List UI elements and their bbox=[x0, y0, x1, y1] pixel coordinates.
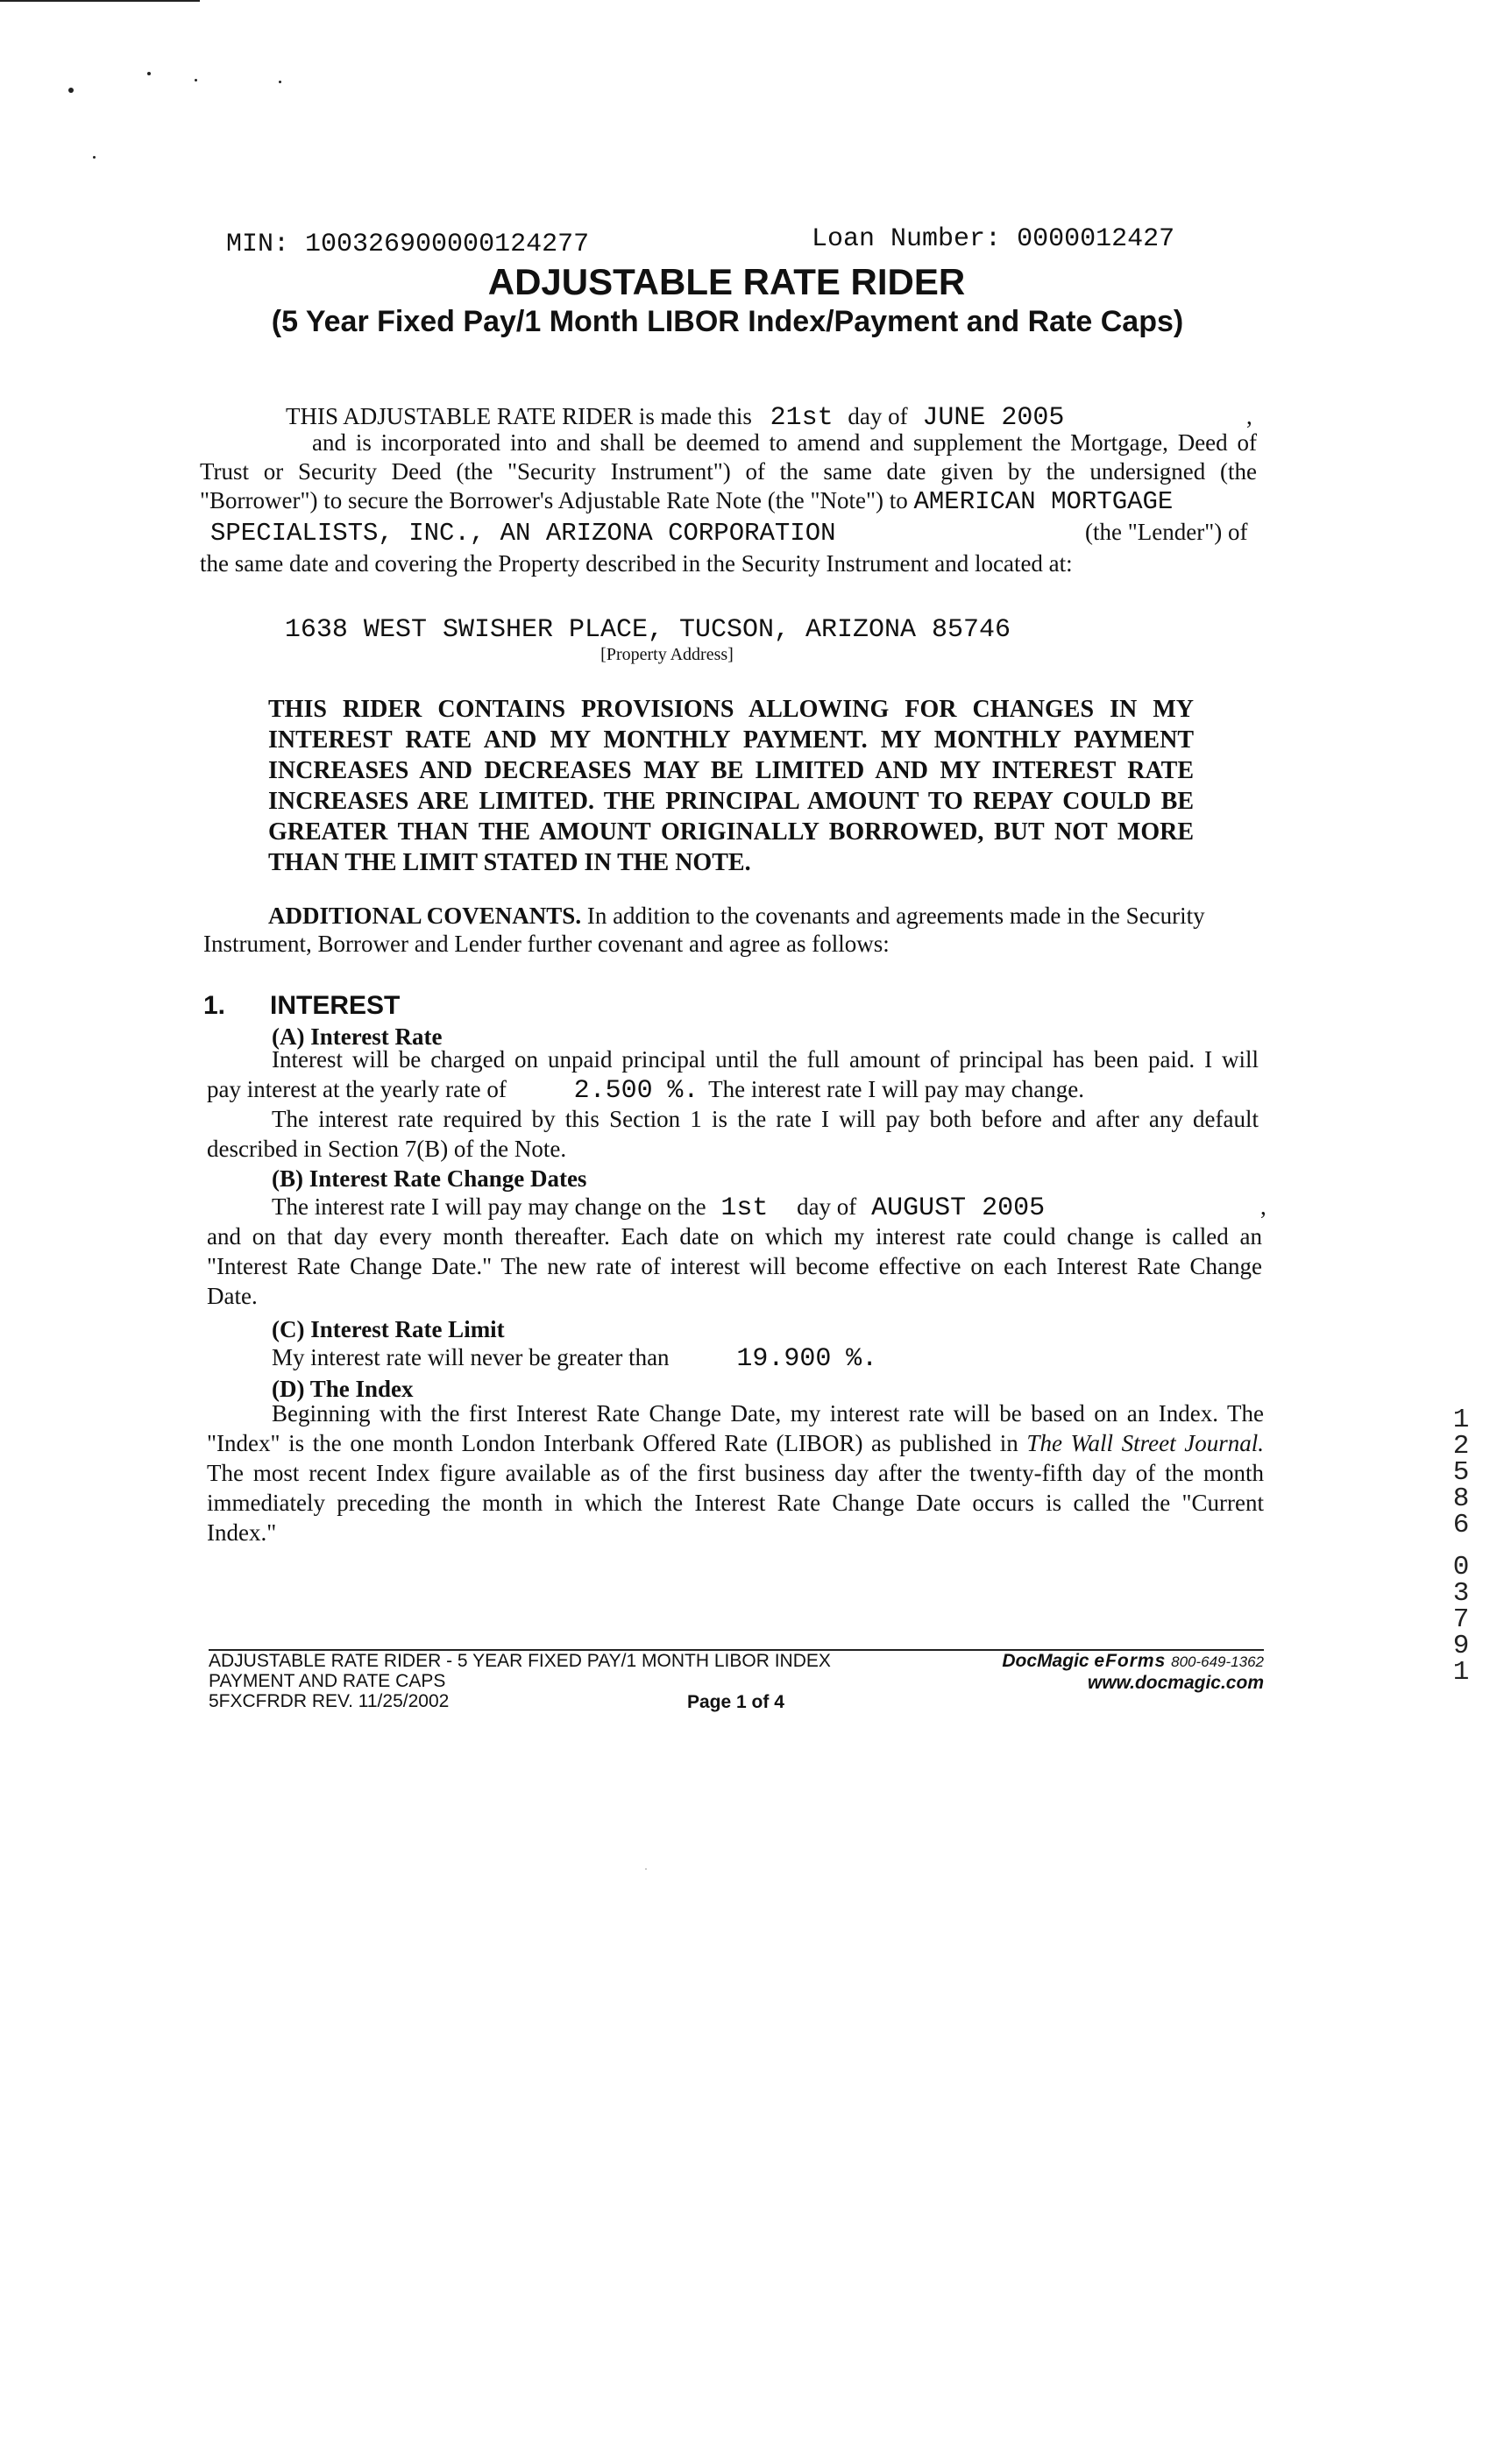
section-1a-line-3: The interest rate required by this Section 1 is the rate I will pay both before and after any default bbox=[272, 1106, 1259, 1132]
document-subtitle: (5 Year Fixed Pay/1 Month LIBOR Index/Payment and Rate Caps) bbox=[271, 305, 1184, 338]
lender-name-part-2: SPECIALISTS, INC., AN ARIZONA CORPORATION bbox=[210, 519, 836, 548]
section-1d-line-5: Index." bbox=[207, 1519, 277, 1546]
section-1b-line-4: Date. bbox=[207, 1283, 258, 1309]
rider-month-year: JUNE 2005 bbox=[922, 403, 1065, 433]
lender-name-part-1: AMERICAN MORTGAGE bbox=[913, 487, 1174, 516]
section-1b-heading: (B) Interest Rate Change Dates bbox=[272, 1165, 587, 1192]
section-1d-line-4: immediately preceding the month in which the Interest Rate Change Date occurs is called the "Current bbox=[207, 1490, 1264, 1516]
eforms-logo: eForms bbox=[1094, 1651, 1167, 1671]
intro-line-2: and is incorporated into and shall be deemed to amend and supplement the Mortgage, Deed of bbox=[312, 429, 1257, 456]
section-1a-line-4: described in Section 7(B) of the Note. bbox=[207, 1136, 567, 1162]
scan-speck bbox=[147, 72, 151, 75]
section-1b-line-3: "Interest Rate Change Date." The new rate of interest will become effective on each Interest Rate Change bbox=[207, 1253, 1262, 1279]
section-1d-line-1: Beginning with the first Interest Rate Change Date, my interest rate will be based on an Index. The bbox=[272, 1400, 1264, 1427]
section-1-heading: INTEREST bbox=[270, 991, 401, 1020]
intro-line-6: the same date and covering the Property described in the Security Instrument and located at: bbox=[200, 550, 1073, 577]
docmagic-logo: DocMagic bbox=[1002, 1651, 1089, 1671]
first-change-day: 1st bbox=[720, 1193, 769, 1223]
min-number: MIN: 100326900000124277 bbox=[226, 230, 590, 259]
footer-page-number: Page 1 of 4 bbox=[687, 1692, 784, 1712]
section-1-number: 1. bbox=[203, 991, 226, 1020]
footer-brand bbox=[885, 1651, 1264, 1694]
scan-speck bbox=[195, 79, 197, 81]
footer-website: www.docmagic.com bbox=[1087, 1673, 1264, 1693]
loan-number: Loan Number: 0000012427 bbox=[812, 224, 1175, 254]
section-1a-line-1: Interest will be charged on unpaid principal until the full amount of principal has been paid. I will bbox=[272, 1046, 1259, 1073]
section-1a-heading: (A) Interest Rate bbox=[272, 1023, 443, 1050]
rider-notice: THIS RIDER CONTAINS PROVISIONS ALLOWING FOR CHANGES IN MY INTEREST RATE AND MY MONTHLY PAYMENT. MY MONTHLY PAYMENT INCREASES AND DECREASES MAY BE LIMITED AND MY INTEREST RATE INCREASES ARE LIMITED. THE PRINCIPAL AMOUNT TO REPAY COULD BE GREATER THAN THE AMOUNT ORIGINALLY BORROWED, BUT NOT MORE THAN THE LIMIT STATED IN THE NOTE. bbox=[268, 696, 1194, 876]
journal-name: The Wall Street Journal. bbox=[1026, 1430, 1265, 1456]
scan-speck bbox=[645, 1868, 647, 1870]
initial-interest-rate: 2.500 bbox=[573, 1076, 653, 1106]
comma: , bbox=[1246, 403, 1252, 429]
section-1d-line-2: "Index" is the one month London Interbank Offered Rate (LIBOR) as published in The Wall Street Journal. bbox=[207, 1430, 1265, 1456]
section-1d-line-3: The most recent Index figure available as of the first business day after the twenty-fifth day of the month bbox=[207, 1460, 1264, 1486]
document-page: MIN: 100326900000124277 Loan Number: 0000012427 ADJUSTABLE RATE RIDER (5 Year Fixed Pay/1 Month LIBOR Index/Payment and Rate Caps) THIS ADJUSTABLE RATE RIDER is made this 21st day of JUNE 2005 , and is incorporated into and shall be deemed to amend and supplement the Mortgage, Deed of Trust or Security Deed (the "Security Instrument") of the same date given by the undersigned (the "Borrower") to secure the Borrower's Adjustable Rate Note (the "Note") to AMERICAN MORTGAGE SPECIALISTS, INC., AN ARIZONA CORPORATION (the "Lender") of the same date and covering the Property described in the Security Instrument and located at: 1638 WEST SWISHER PLACE, TUCSON, ARIZONA 85746 [Property Address] THIS RIDER CONTAINS PROVISIONS ALLOWING FOR CHANGES IN MY INTEREST RATE AND MY MONTHLY PAYMENT. MY MONTHLY PAYMENT INCREASES AND DECREASES MAY BE LIMITED AND MY INTEREST RATE INCREASES ARE LIMITED. THE PRINCIPAL AMOUNT TO REPAY COULD BE GREATER THAN THE AMOUNT ORIGINALLY BORROWED, BUT NOT MORE THAN THE LIMIT STATED IN THE NOTE. ADDITIONAL COVENANTS. In addition to the covenants and agreements made in the Security Instrument, Borrower and Lender further covenant and agree as follows: 1. INTEREST (A) Interest Rate Interest will be charged on unpaid principal until the full amount of principal has been paid. I will pay interest at the yearly rate of 2.500 %. The interest rate I will pay may change. The interest rate required by this Section 1 is the rate I will pay both before and after any default described in Section 7(B) of the Note. (B) Interest Rate Change Dates The interest rate I will pay may change on the 1st day of AUGUST 2005 , and on that day every month thereafter. Each date on which my interest rate could change is called an "Interest Rate Change Date." The new rate of interest will become effective on each Interest Rate Change Date. (C) Interest Rate Limit My interest rate will never be greater than 19.900 %. (D) The Index Beginning with the first Interest Rate Change Date, my interest rate will be based on an Index. The "Index" is the one month London Interbank Offered Rate (LIBOR) as published in The Wall Street Journal. The most recent Index figure available as of the first business day after the twenty-fifth day of the month immediately preceding the month in which the Interest Rate Change Date occurs is called the "Current Index." 1 2 5 8 6 0 3 7 9 1 ADJUSTABLE RATE RIDER - 5 YEAR FIXED PAY/1 MONTH LIBOR INDEX PAYMENT AND RATE CAPS 5FXCFRDR REV. 11/25/2002 Page 1 of 4 DocMagic eForms 800-649-1362 www.docmagic.com bbox=[0, 0, 1497, 2464]
scan-speck bbox=[279, 81, 281, 83]
scan-speck bbox=[93, 156, 96, 159]
intro-line-4: "Borrower") to secure the Borrower's Adjustable Rate Note (the "Note") to AMERICAN MORTGAGE bbox=[200, 487, 1174, 516]
rider-day: 21st bbox=[770, 403, 834, 433]
section-1a-line-2: pay interest at the yearly rate of 2.500 %. The interest rate I will pay may change. bbox=[207, 1076, 1084, 1106]
lender-label: (the "Lender") of bbox=[1085, 519, 1248, 545]
intro-line-3: Trust or Security Deed (the "Security Instrument") of the same date given by the undersigned (the bbox=[200, 458, 1257, 485]
document-title: ADJUSTABLE RATE RIDER bbox=[487, 261, 966, 302]
scan-speck bbox=[68, 88, 74, 93]
property-address-caption: [Property Address] bbox=[600, 645, 734, 664]
covenants-heading: ADDITIONAL COVENANTS. bbox=[268, 903, 582, 929]
footer-phone: 800-649-1362 bbox=[1171, 1653, 1264, 1670]
first-change-month-year: AUGUST 2005 bbox=[871, 1193, 1046, 1223]
section-1b-line-2: and on that day every month thereafter. Each date on which my interest rate could change is called an bbox=[207, 1223, 1262, 1250]
covenants-line-1: ADDITIONAL COVENANTS. In addition to the covenants and agreements made in the Security bbox=[268, 903, 1205, 929]
section-1c-line-1: My interest rate will never be greater than 19.900 %. bbox=[272, 1344, 878, 1374]
section-1b-line-1: The interest rate I will pay may change on the 1st day of AUGUST 2005 bbox=[272, 1193, 1046, 1223]
section-1c-heading: (C) Interest Rate Limit bbox=[272, 1316, 505, 1342]
comma: , bbox=[1260, 1193, 1266, 1220]
section-1d-heading: (D) The Index bbox=[272, 1376, 414, 1402]
footer-form-title: ADJUSTABLE RATE RIDER - 5 YEAR FIXED PAY/1 MONTH LIBOR INDEX PAYMENT AND RATE CAPS 5FXCFRDR REV. 11/25/2002 bbox=[209, 1651, 831, 1711]
interest-rate-limit: 19.900 bbox=[736, 1344, 832, 1374]
property-address: 1638 WEST SWISHER PLACE, TUCSON, ARIZONA 85746 bbox=[284, 615, 1011, 645]
scan-edge-line bbox=[0, 0, 200, 2]
covenants-line-2: Instrument, Borrower and Lender further covenant and agree as follows: bbox=[203, 931, 890, 957]
intro-line-1: THIS ADJUSTABLE RATE RIDER is made this 21st day of JUNE 2005 bbox=[286, 403, 1065, 433]
